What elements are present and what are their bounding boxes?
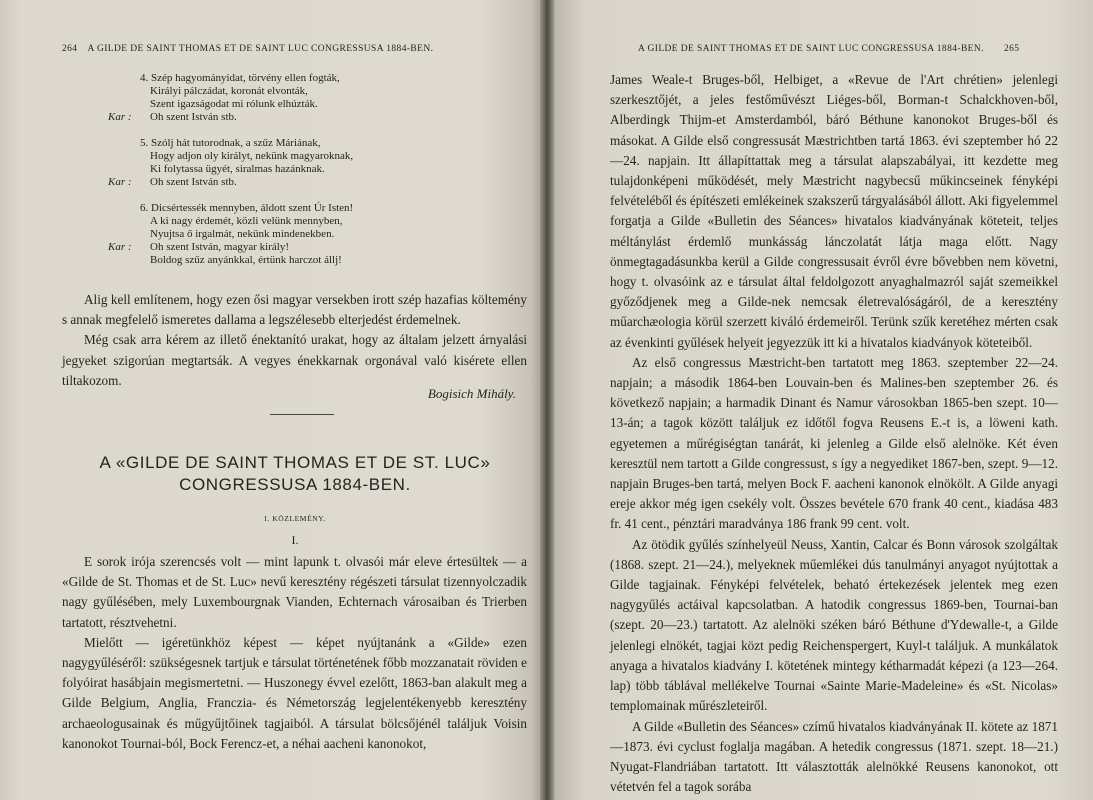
poem-line: 5. Szólj hát tutorodnak, a szűz Máriának,: [140, 137, 321, 149]
right-page-number: 265: [1003, 44, 1020, 54]
paragraph: Az első congressus Mæstricht-ben tartatott meg 1863. szeptember 22—24. napjain; a második 1864-ben Louvain-ben és Malines-ben szeptember 26. és következő napjain; a harmadik Dinant és Namur városokban 1865-ben szept. 10—13-án; a tagok között találjuk ez időtől fogva Reusens E.-t is, a löweni kath. egyetemen a műrégiségtan tanárát, ki jelenleg a Gilde első alelnöke. Két éven keresztül nem tartott a Gilde congressust, s így a negyediket 1867-ben, szept. 9—12. napjain Bruges-ben tartá, melyen Bock F. aacheni kanonok elnökölt. A Gilde anyagi ereje akkor még igen csekély volt. Összes bevétele 670 frank 40 cent., kiadása 483 fr. 41 cent., pénztári maradványa 186 frank 99 cent. volt.: [610, 354, 1058, 532]
refrain-text: Oh szent István, magyar király!: [150, 241, 289, 253]
closing-text: [62, 290, 527, 391]
section-divider: [270, 414, 334, 415]
left-page-number: 264: [62, 44, 78, 54]
refrain-text: Oh szent István stb.: [150, 176, 237, 188]
paragraph: James Weale-t Bruges-ből, Helbiget, a «Revue de l'Art chrétien» jelenlegi szerkesztőjét, a jeles festőművészt Liéges-ből, Borman-t Schalckhoven-ből, Alberdingk Thijm-et Amsterdamból, báró Béthune kanonokot Bruges-ből és másokat. A Gilde első congressusát Mæstrichtben tartá 1863. évi szeptember hó 22—24. napjain. Itt állapíttattak meg a társulat alapszabályai, itt kezdette meg tulajdonképeni működését, mely Mæstricht nagybecsű műkincseinek fényképi felvételéből és építészeti emlékeinek szakszerű tárgyalásából állott. Aki figyelemmel forgatja a Gilde «Bulletin des Séances» hivatalos kiadványának köteteit, teljes méltánylást érdemlő munkásság lánczolatát látja maga előtt. Nagy önmegtagadásunkba kerül a Gilde congressusait évről évre bővebben nem követni, hogy t. olvasóink az e társulat által feldolgozott anyaghalmazról saját szemeikkel győződjenek meg a Gilde-nek nemcsak életrevalóságáról, de a keresztény műarchæologia körül szerzett kiváló érdemeiről. Terünk szűk keretéhez mérten csak az évenkinti gyűlések helyeit jegyezzük itt ki a hivatalos kiadványok köteteiből.: [610, 72, 1058, 350]
book-gutter: [540, 0, 554, 800]
article-title-line-2: CONGRESSUSA 1884-BEN.: [179, 475, 411, 494]
poem: [108, 72, 450, 280]
poem-line: Ki folytassa ügyét, siralmas hazánknak.: [150, 163, 325, 175]
poem-line: A ki nagy érdemét, közli velünk mennyben,: [150, 215, 343, 227]
refrain-label: Kar :: [108, 241, 132, 253]
poem-line: 6. Dicsértessék mennyben, áldott szent Úr Isten!: [140, 202, 354, 214]
stanza-4: [108, 72, 450, 124]
paragraph: A Gilde «Bulletin des Séances» czímű hivatalos kiadványának II. kötete az 1871—1873. évi cyclust foglalja magában. A hetedik congressus (1871. szept. 18—21.) Nyugat-Flandriában tartatott. Itt választották alelnökké Reusens kanonokot, ott vétetvén fel a tagok sorába: [610, 718, 1058, 795]
poem-line: 4. Szép hagyományidat, törvény ellen fogták,: [140, 72, 340, 84]
article-title: [60, 452, 530, 496]
right-running-title: A GILDE DE SAINT THOMAS ET DE SAINT LUC CONGRESSUSA 1884-BEN.: [638, 44, 984, 54]
stanza-6: [108, 202, 450, 267]
article-body-left: [62, 552, 527, 754]
left-running-head: [62, 44, 433, 54]
paragraph: Még csak arra kérem az illető énektanító urakat, hogy az általam jelzett árnyalási jegyeket szigorúan megtartsák. A vegyes énekkarnak orgonával való kisérete ellen tiltakozom.: [62, 332, 527, 388]
section-number: I.: [291, 533, 299, 547]
poem-line: Hogy adjon oly királyt, nekünk magyaroknak,: [150, 150, 354, 162]
article-body-right: [610, 70, 1058, 797]
right-page: [546, 0, 1093, 800]
refrain-label: Kar :: [108, 111, 132, 123]
poem-line: Királyi pálczádat, koronát elvonták,: [150, 85, 308, 97]
paragraph: Alig kell említenem, hogy ezen ősi magyar versekben irott szép hazafias költemény s annak megfelelő ismeretes dallama a legszélesebb elterjedést érdemelnek.: [62, 292, 527, 328]
poem-line: Szent igazságodat mi rólunk elhúzták.: [150, 98, 318, 110]
stanza-5: [108, 137, 450, 189]
refrain-label: Kar :: [108, 176, 132, 188]
refrain-text: Oh szent István stb.: [150, 111, 237, 123]
refrain-line: Boldog szűz anyánkkal, értünk harczot állj!: [150, 254, 342, 266]
signature: Bogisich Mihály.: [427, 386, 516, 401]
refrain-line: [108, 176, 450, 189]
paragraph: Az ötödik gyűlés színhelyeül Neuss, Xantin, Calcar és Bonn városok szolgáltak (1868. szept. 21—24.), melyeknek műemlékei dús tanulmányi anyagot nyújtottak a Gilde tagjainak. Fényképi felvételek, beható értekezések jelentek meg ezen nagygyűlés actáival kapcsolatban. A hatodik congressus 1869-ben, Tournai-ban (szept. 20—23.) tartatott. Az alelnöki széken báró Béthune d'Ydewalle-t, a Gilde jelenlegi elnökét, tagjai közt pedig Reichenspergert, Kuyl-t találjuk. A munkálatok anyaga a hivatalos kiadvány I. kötetének mintegy kétharmadát képezi (a 123—264. lap) több táblával mellékelve Tournai «Sainte Marie-Madeleine» és «St. Nicolas» templomainak műrészleteiről.: [610, 536, 1058, 714]
left-running-title: A GILDE DE SAINT THOMAS ET DE SAINT LUC CONGRESSUSA 1884-BEN.: [87, 44, 434, 54]
paragraph: E sorok irója szerencsés volt — mint lapunk t. olvasói már eleve értesültek — a «Gilde de St. Thomas et de St. Luc» nevű keresztény régészeti társulat tizennyolczadik nagy gyűlésében, mely Luxembourgnak Vianden, Echternach városaiban és Trierben tartatott, résztvehetni.: [62, 554, 527, 630]
installment-label: I. KÖZLEMÉNY.: [264, 514, 326, 523]
right-running-head: [638, 44, 1019, 54]
paragraph: Mielőtt — igéretünkhöz képest — képet nyújtanánk a «Gilde» ezen nagygyűléséről: szükségesnek tartjuk e társulat történetének főbb mozzanatait röviden e folyóirat hasábjain megismertetni. — Huszonegy évvel ezelőtt, 1863-ban alakult meg a Gilde Belgium, Anglia, Franczia- és Németország legjelentékenyebb keresztény archaeologusainak és műgyűjtőinek tagjaiból. A társulat bölcsőjénél találjuk Voisin kanonokot Tournai-ból, Bock Ferencz-et, a néhai aacheni kanonokot,: [62, 634, 527, 751]
refrain-line: [108, 241, 450, 254]
poem-line: Nyujtsa ő irgalmát, nekünk mindenekben.: [150, 228, 335, 240]
left-page: [0, 0, 546, 800]
article-title-line-1: A «GILDE DE SAINT THOMAS ET DE ST. LUC»: [99, 453, 491, 472]
refrain-line: [108, 111, 450, 124]
